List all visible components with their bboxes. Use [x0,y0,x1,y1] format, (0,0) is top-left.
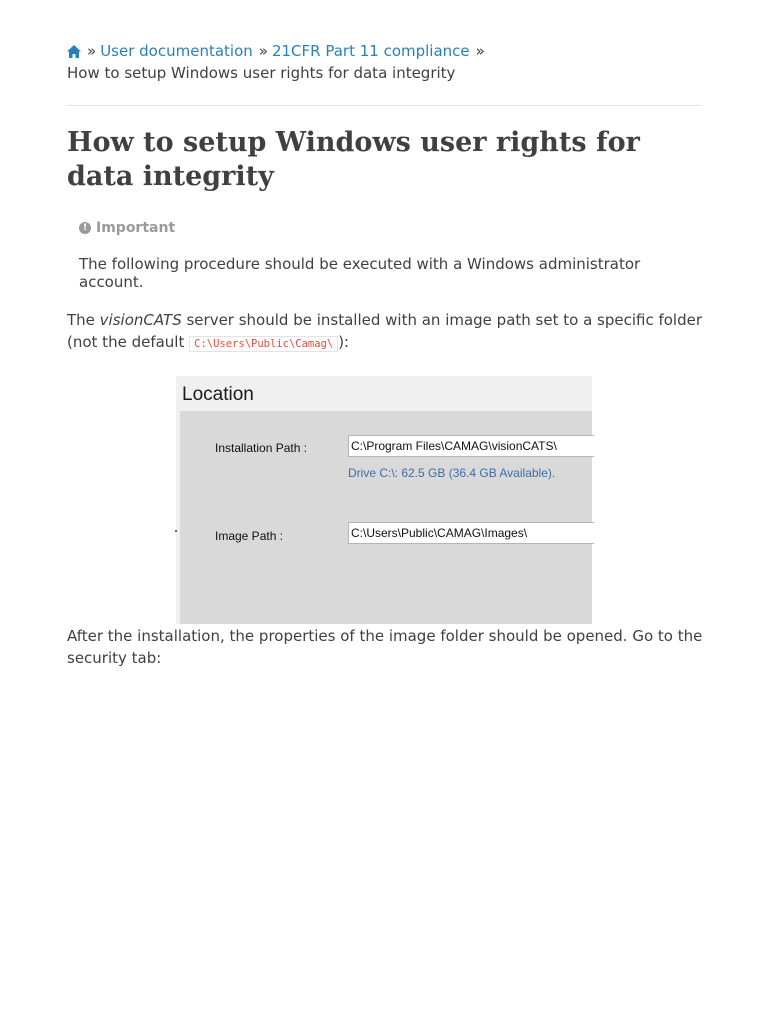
screenshot-title: Location [182,384,254,405]
divider [67,105,701,106]
breadcrumb-separator: » [475,42,485,60]
default-path-code: C:\Users\Public\Camag\ [189,336,338,352]
paragraph-text: server should be installed with an image path set to a specific folder (not the default [67,311,703,351]
admonition-title-text: Important [96,220,176,236]
paragraph-text: ): [338,333,350,351]
screenshot-panel [180,411,592,624]
admonition-text: The following procedure should be executed with a Windows administrator account. [79,255,641,291]
installation-path-label: Installation Path : [215,441,308,455]
info-circle-icon: ! [79,222,91,234]
breadcrumb-link-21cfr[interactable]: 21CFR Part 11 compliance [271,42,470,60]
breadcrumb-separator: » [258,42,268,60]
paragraph-text: The [67,311,100,329]
drive-info: Drive C:\: 62.5 GB (36.4 GB Available). [348,466,556,480]
breadcrumb-current: How to setup Windows user rights for data integrity [67,64,456,82]
home-icon [67,45,81,58]
page-title: How to setup Windows user rights for data integrity [67,127,640,192]
admonition-title [79,220,175,236]
paragraph-install-path [67,309,707,355]
location-screenshot [176,376,592,624]
decorative-dot [175,530,177,532]
breadcrumb-separator: » [87,42,97,60]
installation-path-field[interactable]: C:\Program Files\CAMAG\visionCATS\ [348,435,594,457]
breadcrumb-link-user-documentation[interactable]: User documentation [100,42,253,60]
product-name: visionCATS [99,311,182,329]
breadcrumb-home[interactable] [67,42,81,60]
paragraph-security-tab: After the installation, the properties of the image folder should be opened. Go to the security tab: [67,627,703,667]
image-path-label: Image Path : [215,529,284,543]
breadcrumb [67,40,701,84]
image-path-field[interactable]: C:\Users\Public\CAMAG\Images\ [348,522,594,544]
